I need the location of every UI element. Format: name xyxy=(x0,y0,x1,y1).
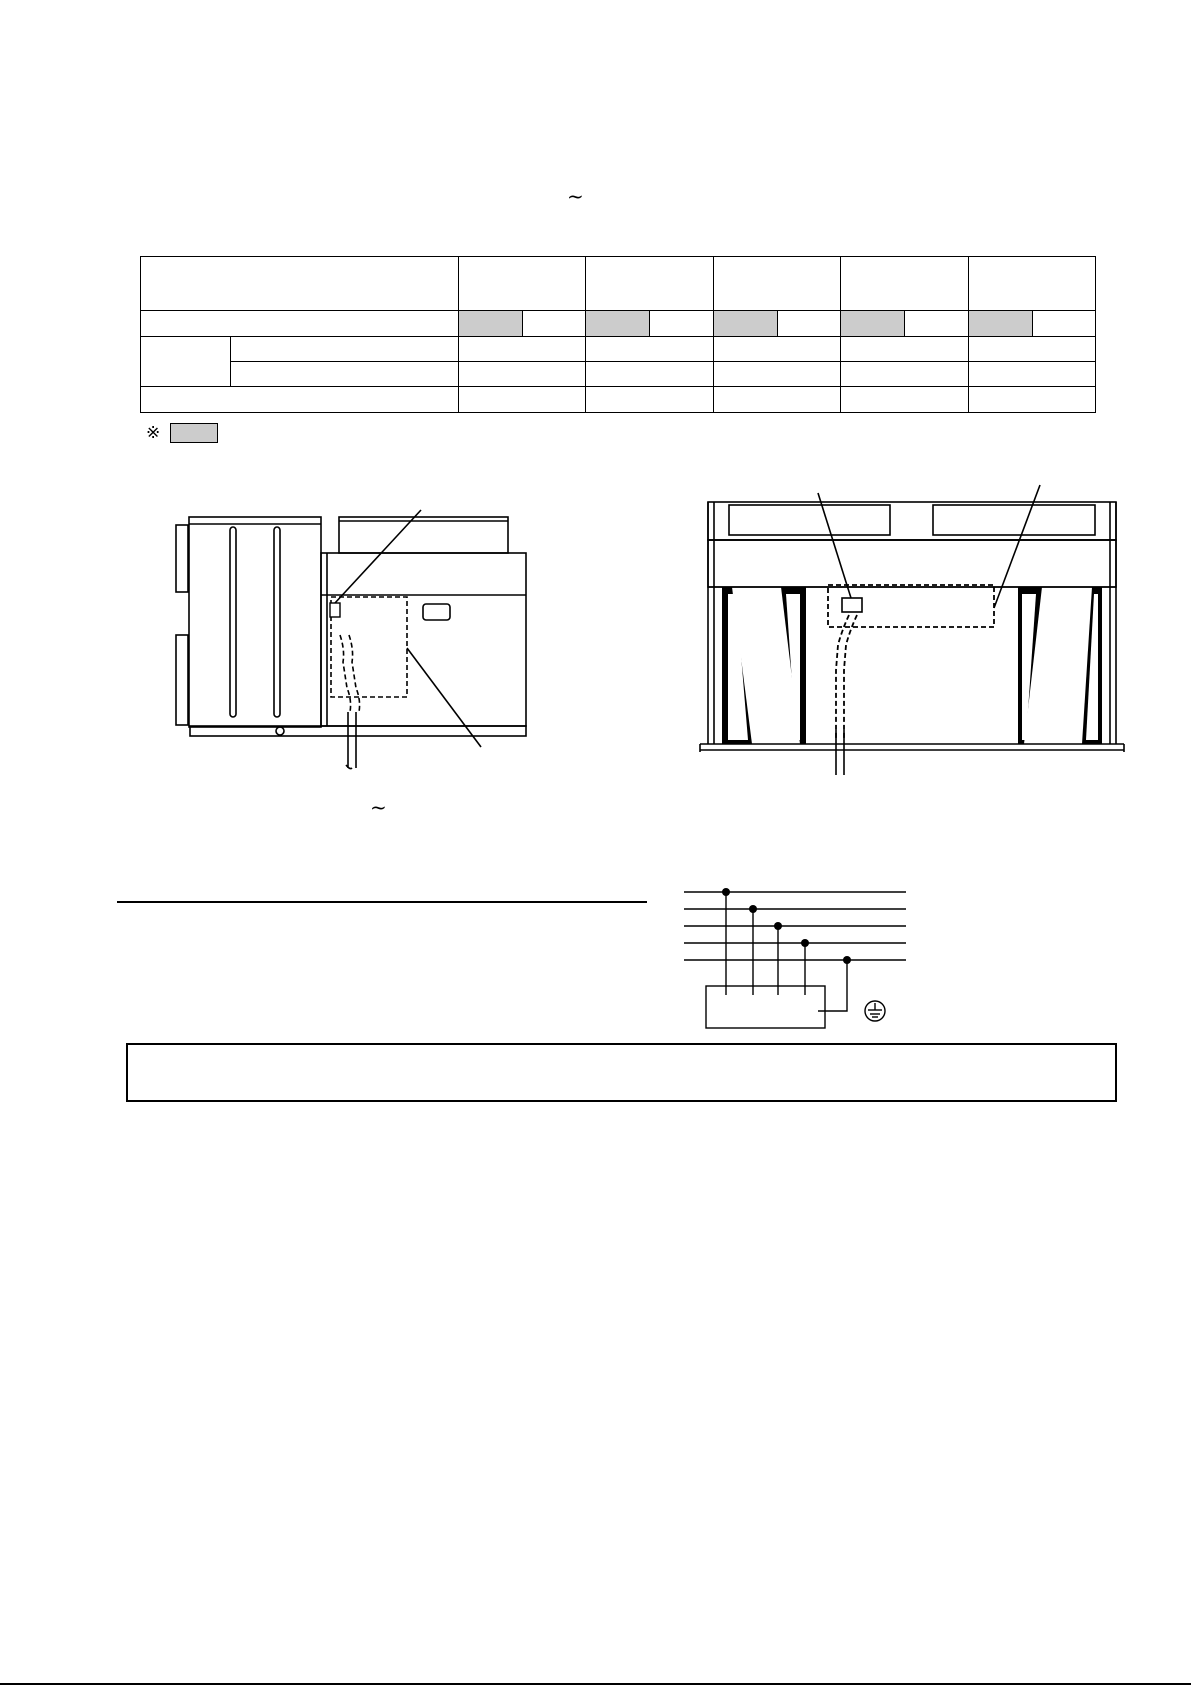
tilde-symbol-top: ~ xyxy=(567,184,584,208)
note-mark: ※ xyxy=(146,423,161,442)
tilde-symbol-bottom: ~ xyxy=(370,795,387,819)
warning-box xyxy=(126,1043,1117,1102)
